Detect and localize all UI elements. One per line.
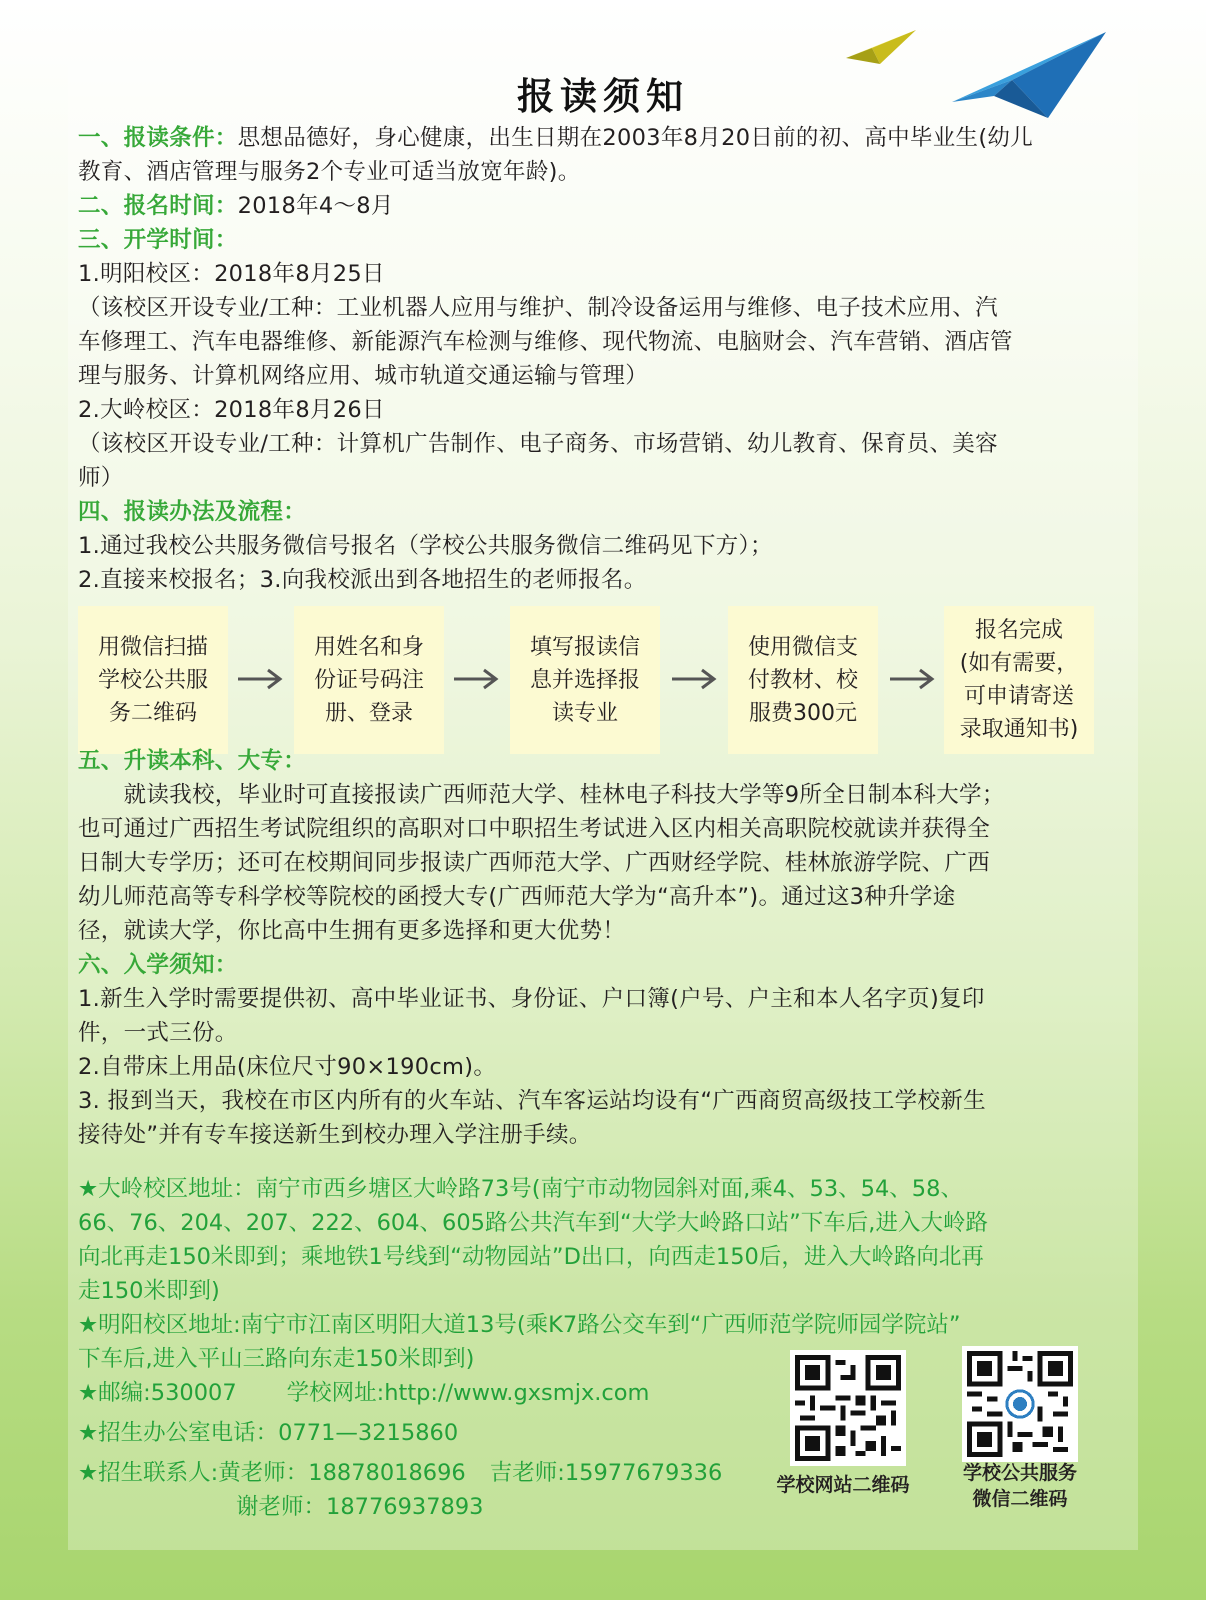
- website-link[interactable]: 学校网址:http://www.gxsmjx.com: [286, 1380, 650, 1406]
- contact-huang: ★招生联系人:黄老师：18878018696: [78, 1460, 466, 1486]
- flow-step-2: 用姓名和身 份证号码注 册、登录: [294, 606, 444, 754]
- wechat-qr-code: [962, 1346, 1078, 1462]
- section1-heading: 一、报读条件：: [78, 125, 238, 151]
- campus2-majors-1: （该校区开设专业/工种：计算机广告制作、电子商务、市场营销、幼儿教育、保育员、美容: [78, 431, 998, 457]
- mingyang-address: ★明阳校区地址:南宁市江南区明阳大道13号(乘K7路公交车到“广西师范学院师园学院站”: [78, 1312, 961, 1338]
- section5-line: 就读我校，毕业时可直接报读广西师范大学、桂林电子科技大学等9所全日制本科大学；: [78, 782, 1005, 808]
- flow-arrow-icon: [236, 664, 284, 694]
- campus1-majors-3: 理与服务、计算机网络应用、城市轨道交通运输与管理）: [78, 363, 649, 389]
- intro-sections: [78, 121, 1142, 597]
- contact-ji: 吉老师:15977679336: [489, 1460, 723, 1486]
- section5-line: 也可通过广西招生考试院组织的高职对口中职招生考试进入区内相关高职院校就读并获得全: [78, 816, 991, 842]
- section5-heading: 五、升读本科、大专：: [78, 748, 307, 774]
- section5-line: 日制大专学历；还可在校期间同步报读广西师范大学、广西财经学院、桂林旅游学院、广西: [78, 850, 991, 876]
- section2-heading: 二、报名时间：: [78, 193, 238, 219]
- daling-address: 走150米即到): [78, 1278, 220, 1304]
- section4-line-1: 1.通过我校公共服务微信号报名（学校公共服务微信二维码见下方）；: [78, 533, 773, 559]
- flow-arrow-icon: [670, 664, 718, 694]
- campus1-date: 1.明阳校区：2018年8月25日: [78, 261, 385, 287]
- section6-line: 3. 报到当天，我校在市区内所有的火车站、汽车客运站均设有“广西商贸高级技工学校新生: [78, 1088, 986, 1114]
- registration-flow: [78, 606, 1128, 756]
- contact-xie: 谢老师：18776937893: [236, 1494, 484, 1520]
- section1-text: 思想品德好，身心健康，出生日期在2003年8月20日前的初、高中毕业生(幼儿: [237, 125, 1033, 151]
- campus1-majors-2: 车修理工、汽车电器维修、新能源汽车检测与维修、现代物流、电脑财会、汽车营销、酒店管: [78, 329, 1013, 355]
- daling-address: 66、76、204、207、222、604、605路公共汽车到“大学大岭路口站”下车后,进入大岭路: [78, 1210, 988, 1236]
- section4-line-2: 2.直接来校报名；3.向我校派出到各地招生的老师报名。: [78, 567, 647, 593]
- daling-address: 向北再走150米即到；乘地铁1号线到“动物园站”D出口，向西走150后，进入大岭路向北再: [78, 1244, 984, 1270]
- section5-line: 径，就读大学，你比高中生拥有更多选择和更大优势！: [78, 918, 626, 944]
- campus2-date: 2.大岭校区：2018年8月26日: [78, 397, 385, 423]
- mingyang-address: 下车后,进入平山三路向东走150米即到): [78, 1346, 475, 1372]
- section6-line: 1.新生入学时需要提供初、高中毕业证书、身份证、户口簿(户号、户主和本人名字页)复印: [78, 986, 985, 1012]
- campus2-majors-2: 师）: [78, 465, 124, 491]
- postcode: ★邮编:530007: [78, 1380, 237, 1406]
- website-qr-code: [790, 1350, 906, 1466]
- section6-heading: 六、入学须知：: [78, 952, 238, 978]
- flow-step-1: 用微信扫描 学校公共服 务二维码: [78, 606, 228, 754]
- campus1-majors-1: （该校区开设专业/工种：工业机器人应用与维护、制冷设备运用与维修、电子技术应用、汽: [78, 295, 998, 321]
- section1-text-2: 教育、酒店管理与服务2个专业可适当放宽年龄)。: [78, 159, 581, 185]
- section3-heading: 三、开学时间：: [78, 227, 238, 253]
- section6-line: 接待处”并有专车接送新生到校办理入学注册手续。: [78, 1122, 592, 1148]
- wechat-qr-caption: 学校公共服务 微信二维码: [962, 1462, 1077, 1510]
- flow-arrow-icon: [452, 664, 500, 694]
- flow-step-5: 报名完成 (如有需要， 可申请寄送 录取通知书): [944, 606, 1094, 754]
- section6-line: 件，一式三份。: [78, 1020, 238, 1046]
- flow-step-4: 使用微信支 付教材、校 服费300元: [728, 606, 878, 754]
- section6-line: 2.自带床上用品(床位尺寸90×190cm)。: [78, 1054, 497, 1080]
- section2-text: 2018年4～8月: [237, 193, 394, 219]
- flow-arrow-icon: [888, 664, 936, 694]
- section5-line: 幼儿师范高等专科学校等院校的函授大专(广西师范大学为“高升本”)。通过这3种升学途: [78, 884, 956, 910]
- lower-sections: [78, 744, 1142, 1152]
- yellow-paper-plane-icon: [846, 28, 918, 66]
- office-phone: ★招生办公室电话：0771—3215860: [78, 1420, 459, 1446]
- daling-address: ★大岭校区地址：南宁市西乡塘区大岭路73号(南宁市动物园斜对面,乘4、53、54、58、: [78, 1176, 963, 1202]
- website-qr-caption: 学校网站二维码: [776, 1474, 910, 1496]
- page-title: 报读须知: [517, 75, 689, 118]
- flow-step-3: 填写报读信 息并选择报 读专业: [510, 606, 660, 754]
- section4-heading: 四、报读办法及流程：: [78, 499, 307, 525]
